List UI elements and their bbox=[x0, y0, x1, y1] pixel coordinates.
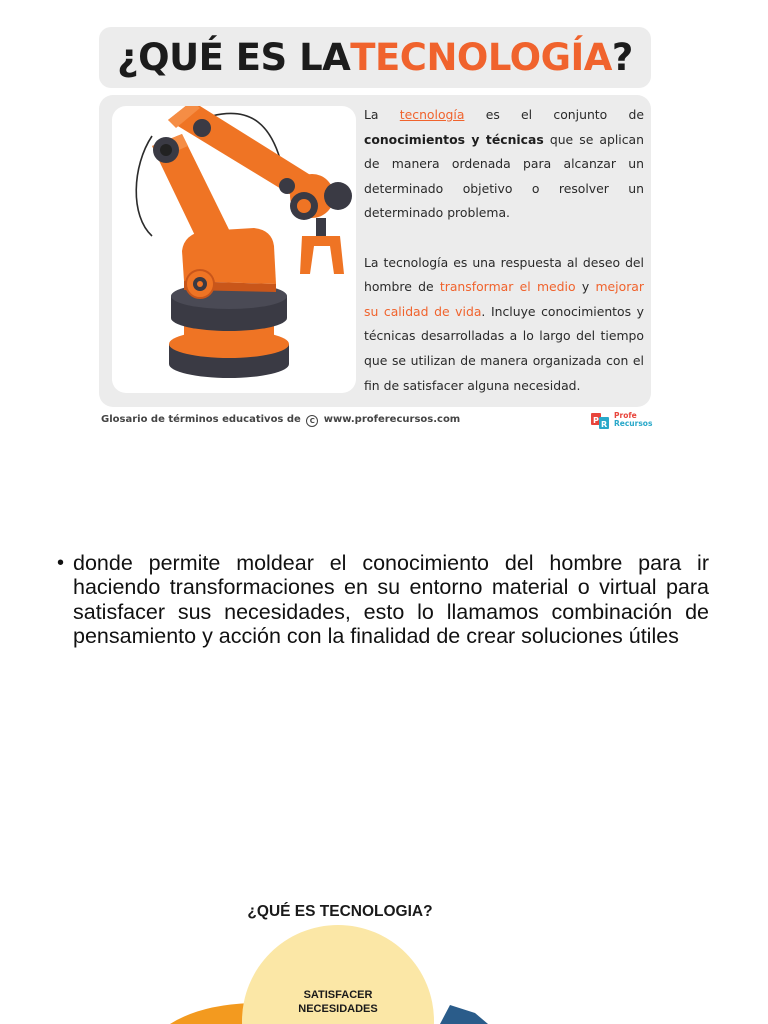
diagram-title: ¿QUÉ ES TECNOLOGIA? bbox=[247, 903, 433, 920]
robot-arm-icon bbox=[112, 106, 356, 393]
proferecursos-logo bbox=[591, 412, 651, 430]
circle-label-line-2: NECESIDADES bbox=[298, 1003, 378, 1015]
bullet-symbol: • bbox=[57, 552, 65, 574]
svg-text:P: P bbox=[593, 416, 599, 425]
title-accent: TECNOLOGÍA bbox=[350, 36, 612, 79]
infographic-panel bbox=[99, 95, 651, 407]
svg-text:R: R bbox=[601, 420, 608, 429]
infographic-text bbox=[364, 103, 644, 398]
bullet-paragraph bbox=[57, 551, 709, 648]
circle-label-line-1: SATISFACER bbox=[303, 989, 373, 1001]
footer-credit bbox=[101, 414, 460, 427]
explanation-paragraph: La tecnología es una respuesta al deseo del hombre de transformar el medio y mejorar su calidad de vida. Incluye conocimientos y técnicas desarrolladas a lo largo del tiempo que se utilizan de manera organizada con el fin de satisfacer alguna necesidad. bbox=[364, 254, 644, 393]
logo-icon bbox=[591, 412, 613, 430]
bullet-text: donde permite moldear el conocimiento del hombre para ir haciendo transformaciones en su entorno material o virtual para satisfacer sus necesidades, esto lo llamamos combinación de pensamiento y acción con la finalidad de crear soluciones útiles bbox=[73, 551, 709, 648]
title-part-1: ¿QUÉ ES LA bbox=[117, 36, 351, 79]
footer-label: Glosario de términos educativos de bbox=[101, 414, 301, 425]
footer-url: www.proferecursos.com bbox=[323, 414, 461, 425]
highlight-transformar: transformar el medio bbox=[439, 279, 576, 295]
right-arrow-shape bbox=[440, 1005, 488, 1024]
copyright-icon: C bbox=[306, 415, 318, 427]
robot-arm-illustration bbox=[112, 106, 356, 393]
tecnologia-link: tecnología bbox=[399, 107, 465, 122]
logo-text-recursos: Recursos bbox=[614, 419, 653, 428]
left-arc-shape bbox=[170, 1003, 250, 1024]
infographic-footer bbox=[101, 413, 651, 431]
logo-text-profe: Profe bbox=[614, 411, 637, 420]
bold-phrase: conocimientos y técnicas bbox=[364, 131, 544, 147]
infographic-title bbox=[99, 27, 651, 88]
highlight-mejorar: mejorar su calidad de vida bbox=[364, 279, 644, 319]
circle-label bbox=[245, 988, 431, 1016]
title-part-2: ? bbox=[611, 36, 633, 79]
technology-diagram bbox=[130, 893, 650, 1024]
definition-paragraph: La tecnología es el conjunto de conocimientos y técnicas que se aplican de manera ordenada para alcanzar un determinado objetivo o resolver un determinado problema. bbox=[364, 107, 644, 221]
